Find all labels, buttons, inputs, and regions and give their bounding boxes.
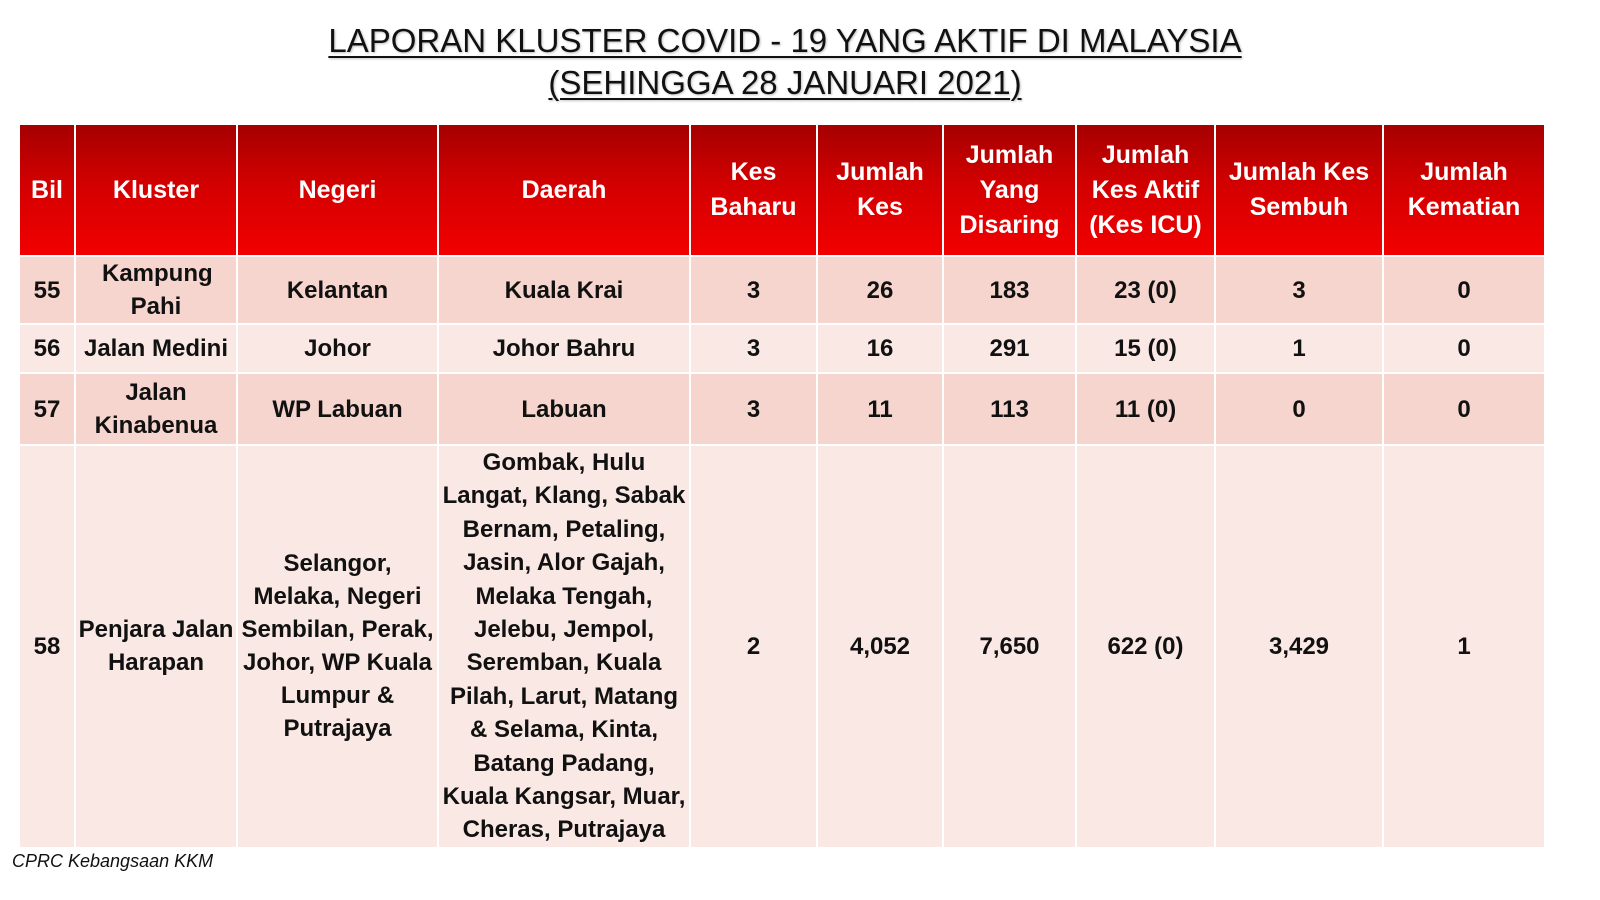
cell-daerah: Gombak, Hulu Langat, Klang, Sabak Bernam, Petaling, Jasin, Alor Gajah, Melaka Tengah, Jelebu, Jempol, Seremban, Kuala Pilah, Larut, Matang & Selama, Kinta, Batang Padang, Kuala Kangsar, Muar, Cheras, Putrajaya <box>439 446 689 847</box>
cluster-table <box>18 123 1546 849</box>
cell-jumlah-kes: 4,052 <box>818 446 942 847</box>
header-jumlah-kes: Jumlah Kes <box>818 125 942 255</box>
cell-daerah: Labuan <box>439 374 689 444</box>
cell-bil: 58 <box>20 446 74 847</box>
cell-jumlah-sembuh: 0 <box>1216 374 1382 444</box>
header-bil: Bil <box>20 125 74 255</box>
cell-kes-baharu: 3 <box>691 325 816 372</box>
header-jumlah-disaring: Jumlah Yang Disaring <box>944 125 1075 255</box>
header-jumlah-aktif: Jumlah Kes Aktif (Kes ICU) <box>1077 125 1214 255</box>
table-row <box>20 374 1544 444</box>
cell-negeri: WP Labuan <box>238 374 437 444</box>
cell-kluster: Penjara Jalan Harapan <box>76 446 236 847</box>
header-negeri: Negeri <box>238 125 437 255</box>
cell-jumlah-sembuh: 3,429 <box>1216 446 1382 847</box>
cell-daerah: Kuala Krai <box>439 257 689 323</box>
cell-jumlah-kematian: 0 <box>1384 257 1544 323</box>
cell-jumlah-aktif: 23 (0) <box>1077 257 1214 323</box>
table-row <box>20 325 1544 372</box>
cell-jumlah-disaring: 291 <box>944 325 1075 372</box>
cell-kes-baharu: 2 <box>691 446 816 847</box>
cell-jumlah-aktif: 15 (0) <box>1077 325 1214 372</box>
cell-jumlah-sembuh: 3 <box>1216 257 1382 323</box>
header-jumlah-sembuh: Jumlah Kes Sembuh <box>1216 125 1382 255</box>
header-daerah: Daerah <box>439 125 689 255</box>
cell-jumlah-kematian: 0 <box>1384 325 1544 372</box>
cell-kes-baharu: 3 <box>691 257 816 323</box>
cell-jumlah-kematian: 1 <box>1384 446 1544 847</box>
cell-daerah: Johor Bahru <box>439 325 689 372</box>
cell-negeri: Johor <box>238 325 437 372</box>
cell-jumlah-kes: 16 <box>818 325 942 372</box>
table-header-row <box>20 125 1544 255</box>
cell-jumlah-sembuh: 1 <box>1216 325 1382 372</box>
cell-kluster: Kampung Pahi <box>76 257 236 323</box>
cell-jumlah-disaring: 183 <box>944 257 1075 323</box>
cell-kluster: Jalan Medini <box>76 325 236 372</box>
cell-bil: 57 <box>20 374 74 444</box>
cell-negeri: Selangor, Melaka, Negeri Sembilan, Perak, Johor, WP Kuala Lumpur & Putrajaya <box>238 446 437 847</box>
cell-jumlah-kematian: 0 <box>1384 374 1544 444</box>
report-title: LAPORAN KLUSTER COVID - 19 YANG AKTIF DI MALAYSIA <box>328 22 1242 59</box>
cell-jumlah-aktif: 11 (0) <box>1077 374 1214 444</box>
cell-kluster: Jalan Kinabenua <box>76 374 236 444</box>
cell-jumlah-aktif: 622 (0) <box>1077 446 1214 847</box>
header-kes-baharu: Kes Baharu <box>691 125 816 255</box>
cell-negeri: Kelantan <box>238 257 437 323</box>
header-jumlah-kematian: Jumlah Kematian <box>1384 125 1544 255</box>
cell-jumlah-kes: 26 <box>818 257 942 323</box>
cell-kes-baharu: 3 <box>691 374 816 444</box>
cell-bil: 55 <box>20 257 74 323</box>
cell-jumlah-disaring: 113 <box>944 374 1075 444</box>
cell-bil: 56 <box>20 325 74 372</box>
cell-jumlah-disaring: 7,650 <box>944 446 1075 847</box>
source-credit: CPRC Kebangsaan KKM <box>12 851 214 871</box>
report-subtitle: (SEHINGGA 28 JANUARI 2021) <box>548 64 1022 101</box>
cell-jumlah-kes: 11 <box>818 374 942 444</box>
table-row <box>20 257 1544 323</box>
table-row <box>20 446 1544 847</box>
header-kluster: Kluster <box>76 125 236 255</box>
